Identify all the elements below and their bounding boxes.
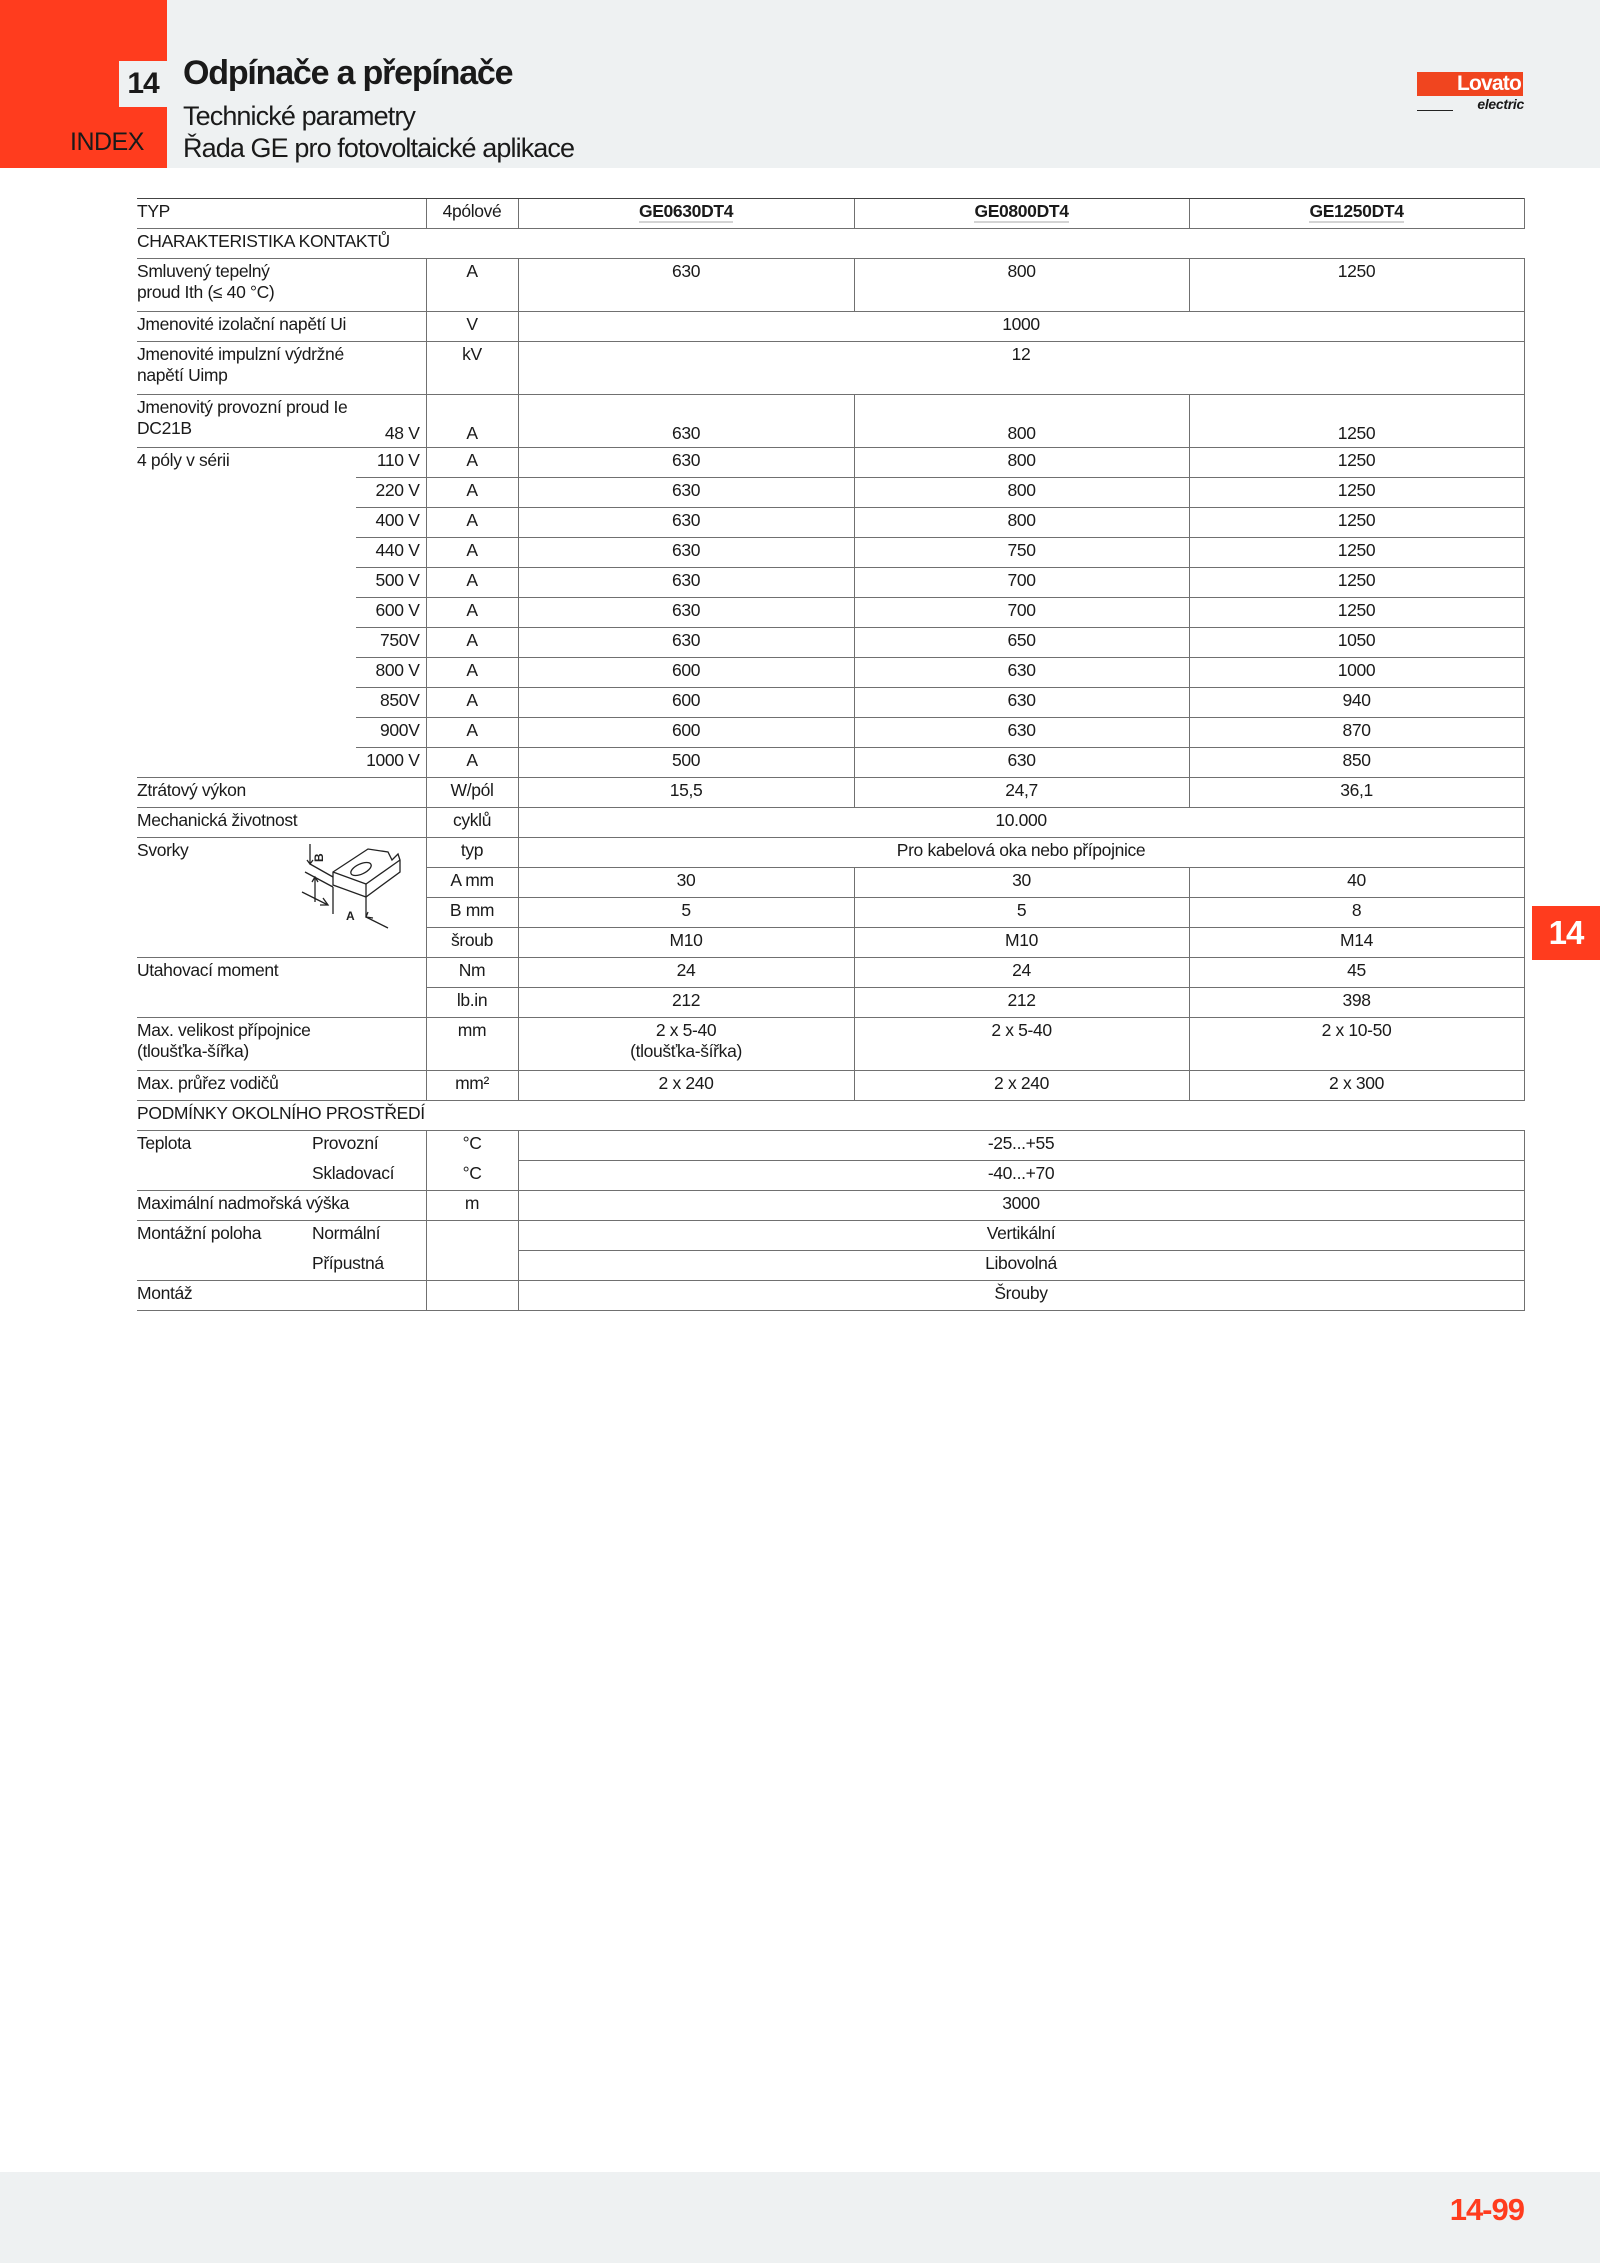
unit-cell: A (426, 568, 518, 598)
value-cell: 8 (1189, 898, 1524, 928)
section-title: CHARAKTERISTIKA KONTAKTŮ (137, 229, 1524, 259)
value-cell: 700 (854, 568, 1189, 598)
table-row (137, 1251, 1524, 1281)
value-cell: 630 (518, 598, 854, 628)
footer-band (0, 2172, 1600, 2263)
value-cell: 2 x 10-50 (1189, 1018, 1524, 1071)
value-cell: Šrouby (518, 1281, 1524, 1311)
unit-cell: A (426, 478, 518, 508)
unit-cell: typ (426, 838, 518, 868)
unit-cell: A (426, 538, 518, 568)
section-header-row (137, 1101, 1524, 1131)
value-cell: 870 (1189, 718, 1524, 748)
value-cell: 15,5 (518, 778, 854, 808)
value-cell: 800 (854, 508, 1189, 538)
unit-cell: A (426, 448, 518, 478)
value-cell: 600 (518, 658, 854, 688)
table-row (137, 342, 1524, 395)
value-cell: 24 (854, 958, 1189, 988)
value-cell: 398 (1189, 988, 1524, 1018)
row-label: Smluvený tepelný proud Ith (≤ 40 °C) (137, 259, 426, 312)
model-ge1250dt4: GE1250DT4 (1309, 201, 1404, 221)
unit-cell: V (426, 312, 518, 342)
poles-label: 4pólové (426, 199, 518, 229)
value-cell: 600 (518, 718, 854, 748)
unit-cell: A (426, 688, 518, 718)
value-cell: M10 (518, 928, 854, 958)
voltage-label: 48 V (356, 395, 426, 448)
table-row (137, 958, 1524, 988)
dimension-b-label: B (312, 853, 326, 862)
value-cell: 630 (518, 628, 854, 658)
page-title: Odpínače a přepínače (183, 54, 513, 92)
value-cell: 630 (854, 688, 1189, 718)
value-cell: 630 (854, 718, 1189, 748)
value-cell: 500 (518, 748, 854, 778)
row-label: Ztrátový výkon (137, 778, 426, 808)
value-cell: 1250 (1189, 478, 1524, 508)
value-cell: 3000 (518, 1191, 1524, 1221)
unit-cell (426, 1281, 518, 1311)
value-cell: 940 (1189, 688, 1524, 718)
unit-cell: mm (426, 1018, 518, 1071)
value-cell: 30 (854, 868, 1189, 898)
value-cell: 212 (518, 988, 854, 1018)
unit-cell: A (426, 395, 518, 448)
model-ge0630dt4: GE0630DT4 (638, 201, 734, 221)
value-cell: 36,1 (1189, 778, 1524, 808)
value-cell: 2 x 5-40 (tloušťka-šířka) (518, 1018, 854, 1071)
table-row (137, 1161, 1524, 1191)
row-label: Mechanická životnost (137, 808, 426, 838)
unit-cell: cyklů (426, 808, 518, 838)
value-cell: 2 x 240 (518, 1071, 854, 1101)
table-row (137, 1131, 1524, 1161)
table-header-row (137, 199, 1524, 229)
value-cell: 630 (518, 395, 854, 448)
table-row (137, 778, 1524, 808)
unit-cell: °C (426, 1161, 518, 1191)
value-cell: 630 (854, 748, 1189, 778)
table-row (137, 395, 1524, 448)
logo-subtext: electric (1477, 96, 1524, 112)
chapter-number: 14 (119, 61, 167, 107)
sub-label: Přípustná (312, 1251, 426, 1281)
value-cell: 1000 (518, 312, 1524, 342)
table-row (137, 1071, 1524, 1101)
voltage-label: 900V (356, 718, 426, 748)
lovato-logo (1417, 72, 1524, 114)
value-cell: -25...+55 (518, 1131, 1524, 1161)
value-cell: 12 (518, 342, 1524, 395)
value-cell: 5 (518, 898, 854, 928)
table-row (137, 259, 1524, 312)
table-row (137, 1191, 1524, 1221)
value-cell: 1250 (1189, 259, 1524, 312)
value-cell: 5 (854, 898, 1189, 928)
value-cell: 1050 (1189, 628, 1524, 658)
section-header-row (137, 229, 1524, 259)
table-row (137, 808, 1524, 838)
series-subtitle: Řada GE pro fotovoltaické aplikace (183, 133, 575, 163)
voltage-label: 440 V (356, 538, 426, 568)
value-cell: 630 (518, 508, 854, 538)
unit-cell: m (426, 1191, 518, 1221)
value-cell: 2 x 5-40 (854, 1018, 1189, 1071)
value-cell: 650 (854, 628, 1189, 658)
row-label: 4 póly v sérii (137, 448, 356, 778)
row-label: Max. velikost přípojnice (tloušťka-šířka) (137, 1018, 426, 1071)
unit-cell: mm² (426, 1071, 518, 1101)
value-cell: 800 (854, 448, 1189, 478)
row-label-empty (137, 1161, 312, 1191)
value-cell: 800 (854, 259, 1189, 312)
value-cell: 800 (854, 478, 1189, 508)
chapter-side-tab[interactable]: 14 (1532, 906, 1600, 960)
value-cell: 45 (1189, 958, 1524, 988)
row-label: Svorky (137, 840, 189, 860)
value-cell: 630 (518, 448, 854, 478)
value-cell: 700 (854, 598, 1189, 628)
terminal-dimension-diagram (300, 842, 420, 952)
value-cell: Libovolná (518, 1251, 1524, 1281)
value-cell: 850 (1189, 748, 1524, 778)
value-cell: M14 (1189, 928, 1524, 958)
unit-cell: A mm (426, 868, 518, 898)
row-label: Jmenovité izolační napětí Ui (137, 312, 426, 342)
sub-label: Normální (312, 1223, 381, 1243)
value-cell: 40 (1189, 868, 1524, 898)
model-ge0800dt4: GE0800DT4 (974, 201, 1069, 221)
value-cell: 630 (518, 478, 854, 508)
row-label: Teplota (137, 1133, 191, 1153)
value-cell: 30 (518, 868, 854, 898)
value-cell: 800 (854, 395, 1189, 448)
unit-cell: A (426, 748, 518, 778)
value-cell: 630 (854, 658, 1189, 688)
unit-cell (426, 1251, 518, 1281)
value-cell: 1250 (1189, 448, 1524, 478)
row-label: Jmenovité impulzní výdržné napětí Uimp (137, 342, 426, 395)
value-cell: 1250 (1189, 508, 1524, 538)
section-title: PODMÍNKY OKOLNÍHO PROSTŘEDÍ (137, 1101, 1524, 1131)
value-cell: M10 (854, 928, 1189, 958)
voltage-label: 600 V (356, 598, 426, 628)
voltage-label: 850V (356, 688, 426, 718)
unit-cell: A (426, 259, 518, 312)
value-cell: 630 (518, 538, 854, 568)
unit-cell: °C (426, 1131, 518, 1161)
row-label: Maximální nadmořská výška (137, 1191, 426, 1221)
sub-label: Provozní (312, 1133, 379, 1153)
unit-cell (426, 1221, 518, 1251)
value-cell: 1250 (1189, 395, 1524, 448)
row-label-empty (137, 1251, 312, 1281)
value-cell: 630 (518, 259, 854, 312)
value-cell: 24 (518, 958, 854, 988)
value-cell: 600 (518, 688, 854, 718)
unit-cell: W/pól (426, 778, 518, 808)
terminal-label-cell (137, 838, 426, 958)
unit-cell: Nm (426, 958, 518, 988)
value-cell: 2 x 240 (854, 1071, 1189, 1101)
row-label: Montáž (137, 1281, 426, 1311)
value-cell: 1250 (1189, 538, 1524, 568)
voltage-label: 750V (356, 628, 426, 658)
voltage-label: 400 V (356, 508, 426, 538)
value-cell: 2 x 300 (1189, 1071, 1524, 1101)
value-cell: 1000 (1189, 658, 1524, 688)
sub-label: Skladovací (312, 1161, 426, 1191)
voltage-label: 220 V (356, 478, 426, 508)
value-cell: 1250 (1189, 598, 1524, 628)
row-label: Max. průřez vodičů (137, 1071, 426, 1101)
unit-cell: šroub (426, 928, 518, 958)
row-label: Montážní poloha (137, 1223, 262, 1243)
unit-cell: A (426, 628, 518, 658)
unit-cell: B mm (426, 898, 518, 928)
voltage-label: 500 V (356, 568, 426, 598)
dimension-a-label: A (346, 909, 355, 923)
unit-cell: A (426, 658, 518, 688)
value-cell: 630 (518, 568, 854, 598)
value-cell: 750 (854, 538, 1189, 568)
table-row (137, 1221, 1524, 1251)
table-row (137, 838, 1524, 868)
table-row (137, 312, 1524, 342)
page-number: 14-99 (1449, 2192, 1524, 2227)
index-link[interactable]: INDEX (70, 128, 144, 156)
unit-cell: A (426, 508, 518, 538)
voltage-label: 800 V (356, 658, 426, 688)
value-cell: Pro kabelová oka nebo přípojnice (518, 838, 1524, 868)
row-label: Utahovací moment (137, 958, 426, 1018)
typ-label: TYP (137, 199, 426, 229)
logo-rule (1417, 110, 1453, 111)
voltage-label: 110 V (356, 448, 426, 478)
value-cell: 10.000 (518, 808, 1524, 838)
logo-wordmark: Lovato (1417, 72, 1523, 96)
unit-cell: A (426, 718, 518, 748)
page-subtitle: Technické parametry (183, 101, 416, 131)
spec-table (137, 198, 1525, 1311)
unit-cell: lb.in (426, 988, 518, 1018)
value-cell: -40...+70 (518, 1161, 1524, 1191)
table-row (137, 1281, 1524, 1311)
value-cell: 1250 (1189, 568, 1524, 598)
unit-cell: kV (426, 342, 518, 395)
value-cell: 212 (854, 988, 1189, 1018)
table-row (137, 448, 1524, 478)
unit-cell: A (426, 598, 518, 628)
value-cell: 24,7 (854, 778, 1189, 808)
row-label: Jmenovitý provozní proud Ie DC21B (137, 395, 356, 448)
voltage-label: 1000 V (356, 748, 426, 778)
table-row (137, 1018, 1524, 1071)
value-cell: Vertikální (518, 1221, 1524, 1251)
